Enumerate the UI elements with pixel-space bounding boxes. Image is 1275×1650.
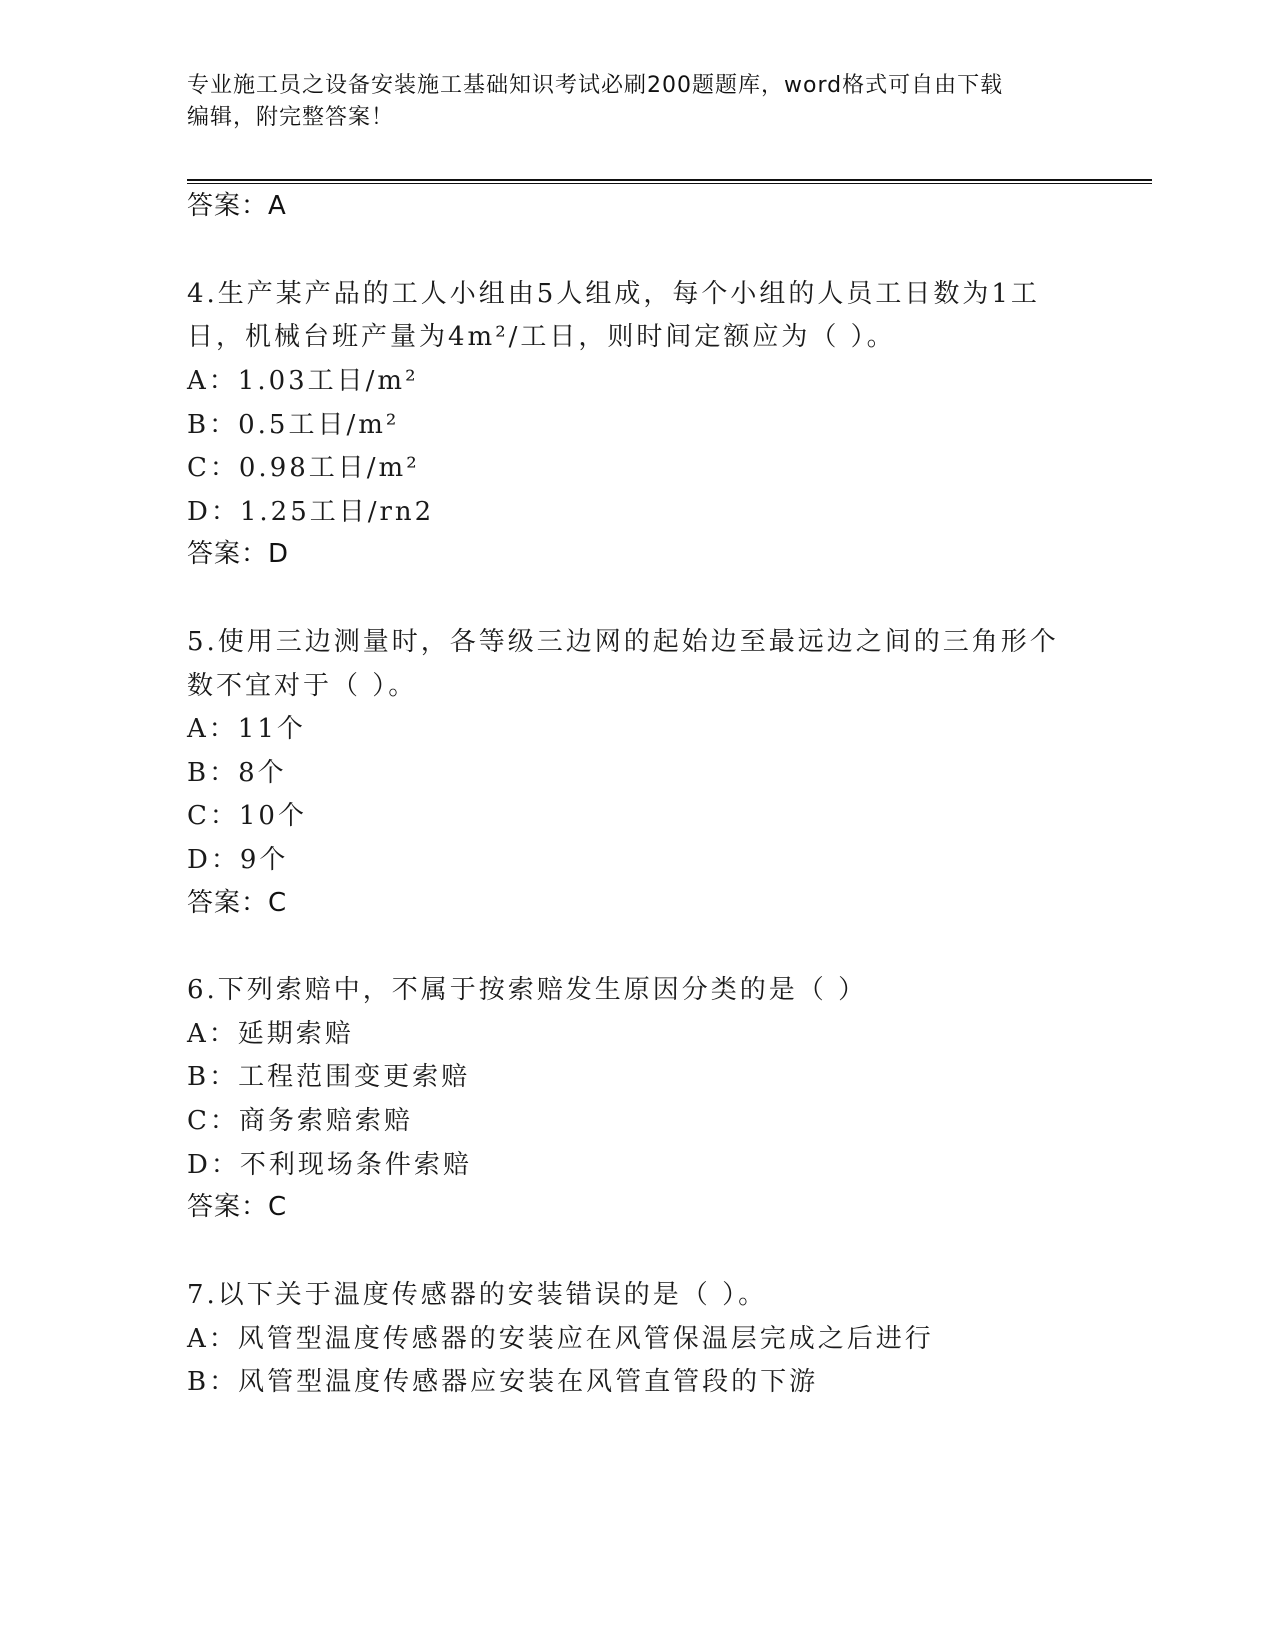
q6-option-b: B：工程范围变更索赔 [187,1062,471,1092]
q4-option-c: C：0.98工日/m² [187,453,420,483]
q6-stem-line1: 6.下列索赔中，不属于按索赔发生原因分类的是（ ） [187,975,868,1005]
header-divider-thin [187,183,1152,184]
q5-option-c: C：10个 [187,801,307,831]
q6-option-a: A：延期索赔 [187,1019,354,1049]
q5-answer: 答案：C [187,888,288,918]
q5-option-a: A：11个 [187,714,306,744]
q5-stem-line1: 5.使用三边测量时，各等级三边网的起始边至最远边之间的三角形个 [187,627,1059,657]
q4-option-a: A：1.03工日/m² [187,366,419,396]
q6-option-c: C：商务索赔索赔 [187,1106,413,1136]
q4-stem-line2: 日，机械台班产量为4m²/工日，则时间定额应为（ ）。 [187,322,896,352]
answer-previous: 答案：A [187,191,287,221]
q4-answer: 答案：D [187,539,290,569]
header-divider-thick [187,179,1152,181]
q4-option-b: B：0.5工日/m² [187,410,400,440]
q7-option-b: B：风管型温度传感器应安装在风管直管段的下游 [187,1367,819,1397]
q7-option-a: A：风管型温度传感器的安装应在风管保温层完成之后进行 [187,1324,934,1354]
q6-option-d: D：不利现场条件索赔 [187,1150,472,1180]
q6-answer: 答案：C [187,1192,288,1222]
header-title-line2: 编辑，附完整答案！ [187,105,395,130]
q4-stem-line1: 4.生产某产品的工人小组由5人组成，每个小组的人员工日数为1工 [187,279,1040,309]
q5-option-b: B：8个 [187,758,287,788]
q4-option-d: D：1.25工日/rn2 [187,497,435,527]
header-title-line1: 专业施工员之设备安装施工基础知识考试必刷200题题库，word格式可自由下载 [187,73,1004,98]
document-header [187,70,1087,134]
q7-stem-line1: 7.以下关于温度传感器的安装错误的是（ ）。 [187,1280,768,1310]
q5-option-d: D：9个 [187,845,289,875]
q5-stem-line2: 数不宜对于（ ）。 [187,671,418,701]
